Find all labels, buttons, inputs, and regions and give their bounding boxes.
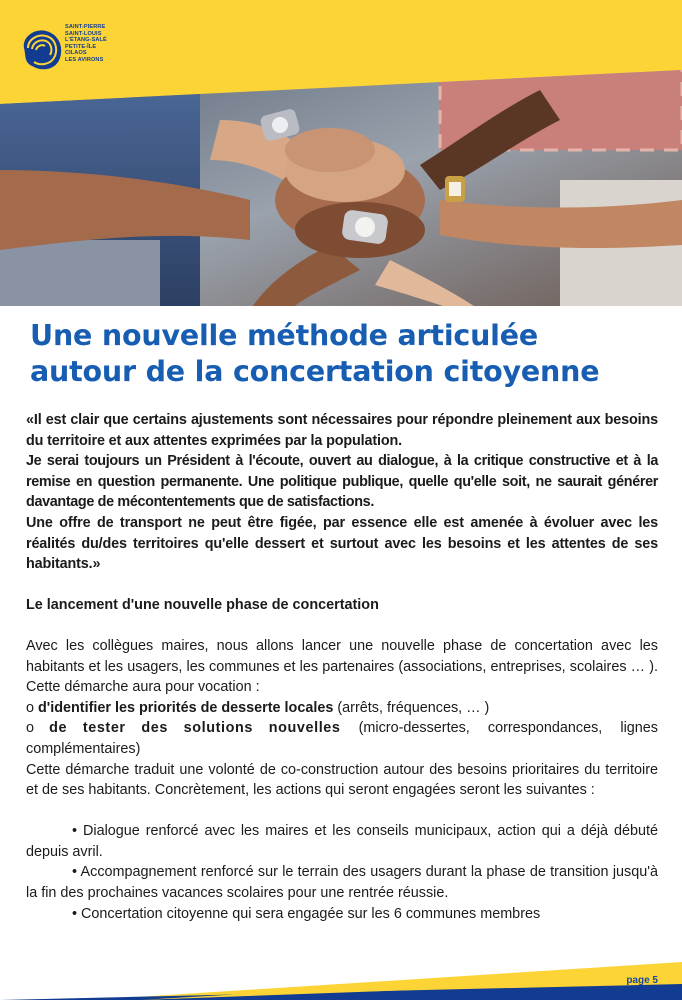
article-body <box>26 410 658 924</box>
list-marker: o <box>26 699 39 716</box>
logo-line: L'ÉTANG-SALÉ <box>65 37 107 43</box>
quote-paragraph: Je serai toujours un Président à l'écoute, ouvert au dialogue, à la critique constructive et à la remise en question permanente. Une politique publique, quelle qu'elle soit, ne saurait générer davantage de mécontentements que de satisfactions. <box>26 453 658 511</box>
hands-stacked-photo <box>0 0 682 310</box>
action-bullet: • Dialogue renforcé avec les maires et les conseils municipaux, action qui a déjà débuté depuis avril. <box>26 823 658 860</box>
spacer <box>26 615 658 636</box>
list-item-rest: (arrêts, fréquences, … ) <box>333 699 490 716</box>
list-item-bold: de tester des solutions nouvelles <box>49 720 341 737</box>
logo-line: LES AVIRONS <box>65 56 104 63</box>
title-line-2: autour de la concertation citoyenne <box>30 355 600 388</box>
president-quote <box>26 410 658 575</box>
intro-paragraph: Avec les collègues maires, nous allons lancer une nouvelle phase de concertation avec les habitants et les usagers, les communes et les partenaires (associations, entreprises, scolaires … ). Cette démarche aura pour vocation : <box>26 637 658 696</box>
page-number: page 5 <box>626 975 658 986</box>
list-item <box>26 698 658 719</box>
quote-paragraph: «Il est clair que certains ajustements sont nécessaires pour répondre pleinement aux besoins du territoire et aux attentes exprimées par la population. <box>26 412 658 449</box>
logo-line: CILAOS <box>65 50 87 56</box>
list-item <box>26 718 658 759</box>
quote-paragraph: Une offre de transport ne peut être figée, par essence elle est amenée à évoluer avec les réalités du/des territoires qu'elle dessert et surtout avec les besoins et les attentes de ses habitants.» <box>26 514 658 573</box>
page-title <box>30 318 670 390</box>
title-line-1: Une nouvelle méthode articulée <box>30 319 539 352</box>
logo-line: SAINT-PIERRE <box>65 24 106 30</box>
action-bullet: • Accompagnement renforcé sur le terrain des usagers durant la phase de transition jusqu'à la fin des prochaines vacances scolaires pour une rentrée réussie. <box>26 864 658 902</box>
spacer <box>26 801 658 822</box>
conclusion-paragraph: Cette démarche traduit une volonté de co-construction autour des besoins prioritaires du territoire et de ses habitants. Concrètement, les actions qui seront engagées seront les suivantes : <box>26 761 658 799</box>
list-item-rest: (micro-dessertes, correspondances, lignes complémentaires) <box>26 720 658 757</box>
list-item-bold: d'identifier les priorités de desserte locales <box>38 699 334 716</box>
action-bullet: • Concertation citoyenne qui sera engagée sur les 6 communes membres <box>72 905 541 922</box>
logo-line: PETITE-ÎLE <box>65 43 97 50</box>
section-heading: Le lancement d'une nouvelle phase de concertation <box>26 596 379 613</box>
footer-band <box>0 940 682 1000</box>
logo-line: SAINT-LOUIS <box>65 30 102 37</box>
list-marker: o <box>26 720 50 737</box>
